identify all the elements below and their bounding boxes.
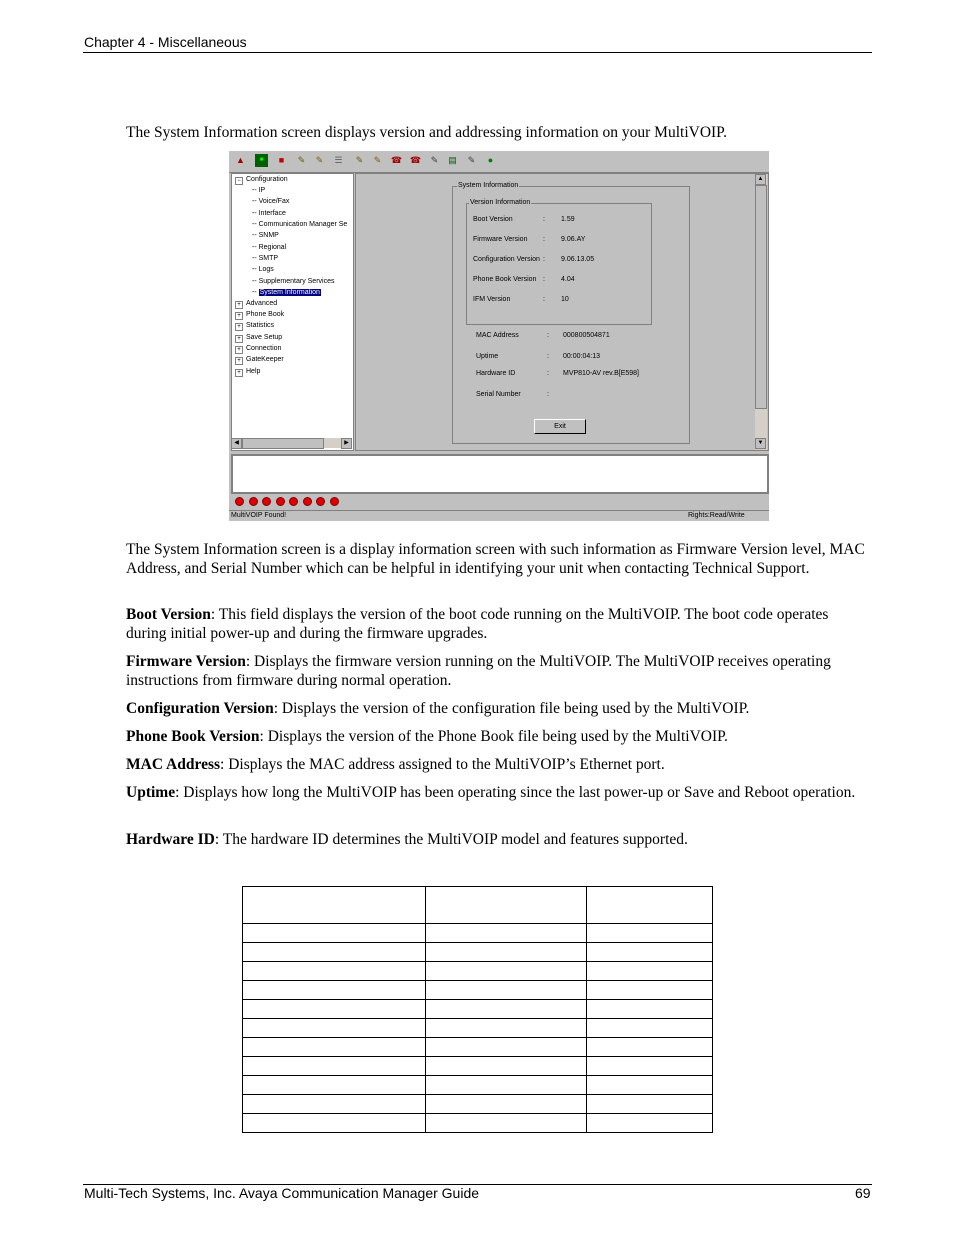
intro-text: The System Information screen displays version and addressing information on your MultiVOIP. [126,124,727,141]
tree-item-interface[interactable]: -- Interface [252,210,286,217]
table-cell [426,887,587,924]
expand-icon[interactable]: + [235,301,243,309]
led-icon [262,497,271,506]
tool-icon-4[interactable]: ✎ [355,155,364,165]
definition: : The hardware ID determines the MultiVOIP model and features supported. [214,831,688,848]
tree-item-voice-fax[interactable]: -- Voice/Fax [252,198,290,205]
boot-version-value: 1.59 [561,216,575,223]
tree-item-snmp[interactable]: -- SNMP [252,232,279,239]
expand-icon[interactable]: + [235,369,243,377]
uptime-description [126,784,866,803]
ifm-version-value: 10 [561,296,569,303]
tree-item-statistics[interactable]: Statistics [246,322,275,329]
tree-item-label: Voice/Fax [258,198,290,205]
network-icon[interactable]: ▲ [236,155,245,165]
term: Configuration Version [126,700,274,717]
chart-icon[interactable]: ▤ [448,155,457,165]
tree-item-label: Communication Manager Se [258,221,348,228]
tree-item-regional[interactable]: -- Regional [252,244,287,251]
hardware-id-label: Hardware ID [476,370,516,377]
table-row [243,1057,713,1076]
configuration-version-label: Configuration Version [473,256,540,263]
table-cell [426,962,587,981]
colon: : [543,216,545,223]
group-title: System Information [458,182,519,189]
tree-item-phone-book[interactable]: Phone Book [246,311,285,318]
tree-item-gatekeeper[interactable]: GateKeeper [246,356,284,363]
expand-icon[interactable]: + [235,335,243,343]
tool-icon-1[interactable]: ✎ [297,155,306,165]
table-cell [587,962,713,981]
table-cell [587,887,713,924]
toolbar [229,151,769,173]
table-cell [243,1057,426,1076]
system-information-group [452,182,690,444]
version-group-title: Version Information [470,199,531,206]
expand-icon[interactable]: + [235,346,243,354]
table-cell [243,924,426,943]
definition: : This field displays the version of the boot code running on the MultiVOIP. The boot code operates during initial power-up and during the firmware upgrades. [126,606,829,642]
expand-icon[interactable]: + [235,323,243,331]
tree-item-label: SMTP [258,255,279,262]
table-cell [587,1057,713,1076]
colon: : [543,296,545,303]
exit-button[interactable]: Exit [534,419,586,434]
ifm-version-label: IFM Version [473,296,511,303]
tool-icon-8[interactable]: ✎ [430,155,439,165]
led-icon [303,497,312,506]
tree-item-ip[interactable]: -- IP [252,187,266,194]
table-cell [243,1019,426,1038]
led-icon [249,497,258,506]
message-area [231,454,769,494]
firmware-version-label: Firmware Version [473,236,528,243]
tree-item-configuration[interactable]: Configuration [246,176,288,183]
table-row [243,1076,713,1095]
scroll-down-icon[interactable]: ▼ [755,438,766,449]
tool-icon-5[interactable]: ✎ [373,155,382,165]
status-right: Rights:Read/Write [688,512,745,519]
tree-item-system-information[interactable]: -- System Information [252,289,320,296]
table-cell [587,1076,713,1095]
hardware-id-value: MVP810-AV rev.B[E598] [563,370,639,377]
scroll-up-icon[interactable]: ▲ [755,174,766,185]
tree-horizontal-scrollbar[interactable] [231,438,352,448]
expand-icon[interactable]: + [235,312,243,320]
definition: : Displays the version of the configuration file being used by the MultiVOIP. [273,700,750,717]
term: Boot Version [126,606,211,623]
tool-icon-6[interactable]: ☎ [390,155,403,165]
navigation-tree [231,173,354,451]
table-row [243,943,713,962]
colon: : [547,332,549,339]
mac-address-description [126,756,866,775]
empty-table [242,886,713,1133]
scroll-left-icon[interactable]: ◀ [231,438,242,449]
tool-icon-3[interactable]: ☰ [334,155,343,165]
table-cell [587,924,713,943]
configuration-version-value: 9.06.13.05 [561,256,595,263]
led-icon [276,497,285,506]
collapse-icon[interactable]: − [235,177,243,185]
page-number: 69 [855,1185,871,1201]
table-cell [426,924,587,943]
table-cell [243,943,426,962]
table-cell [243,1038,426,1057]
globe-icon[interactable]: ● [487,155,494,165]
table-row [243,924,713,943]
serial-number-label: Serial Number [476,391,521,398]
table-cell [243,981,426,1000]
term: Phone Book Version [126,728,260,745]
status-lights [231,495,765,507]
expand-icon[interactable]: + [235,357,243,365]
tree-item-logs[interactable]: -- Logs [252,266,274,273]
colon: : [543,236,545,243]
definition: : Displays the firmware version running on the MultiVOIP. The MultiVOIP receives operating instructions from firmware during normal operation. [126,653,831,689]
table-cell [243,1114,426,1133]
colon: : [543,256,545,263]
table-cell [587,1000,713,1019]
scroll-thumb[interactable] [755,185,767,409]
footer-text: Multi-Tech Systems, Inc. Avaya Communication Manager Guide [84,1185,480,1201]
phone-book-version-value: 4.04 [561,276,575,283]
tree-item-communication-manager[interactable]: -- Communication Manager Se [252,221,348,228]
scroll-thumb[interactable] [242,438,324,449]
table-row [243,1114,713,1133]
table-cell [587,1114,713,1133]
table-cell [426,1019,587,1038]
table-cell [426,1114,587,1133]
description-paragraph: The System Information screen is a display information screen with such information as Firmware Version level, MAC Address, and Serial Number which can be helpful in identifying your unit when contacting Technical Support. [126,541,865,577]
table-cell [426,1057,587,1076]
tree-item-label: IP [258,187,266,194]
tool-icon-7[interactable]: ☎ [409,155,422,165]
table-row [243,962,713,981]
table-row [243,1019,713,1038]
tree-item-label: Logs [258,266,274,273]
version-information-group [466,199,652,325]
table-cell [426,1000,587,1019]
status-left: MultiVOIP Found! [231,512,287,519]
tree-item-label: Regional [258,244,287,251]
colon: : [543,276,545,283]
table-cell [243,887,426,924]
table-cell [426,1076,587,1095]
table-cell [243,962,426,981]
mac-address-label: MAC Address [476,332,519,339]
colon: : [547,353,549,360]
table-cell [587,1038,713,1057]
table-cell [426,1038,587,1057]
term: Hardware ID [126,831,215,848]
tree-item-label: Supplementary Services [258,278,335,285]
mac-address-value: 000800504871 [563,332,610,339]
system-information-screenshot [229,151,769,521]
table-cell [243,1095,426,1114]
table-cell [426,1095,587,1114]
hardware-id-description [126,831,866,850]
table-header-row [243,887,713,924]
table-row [243,1095,713,1114]
definition: : Displays how long the MultiVOIP has been operating since the last power-up or Save and Reboot operation. [175,784,856,801]
table-cell [426,981,587,1000]
scroll-right-icon[interactable]: ▶ [341,438,352,449]
tree-item-label-selected: System Information [259,289,320,296]
boot-version-description [126,606,866,643]
header-rule [83,52,872,53]
chapter-header: Chapter 4 - Miscellaneous [84,34,247,50]
tree-item-supplementary-services[interactable]: -- Supplementary Services [252,278,335,285]
table-cell [587,1095,713,1114]
definition: : Displays the MAC address assigned to the MultiVOIP’s Ethernet port. [220,756,665,773]
tree-item-help[interactable]: Help [246,368,261,375]
firmware-version-value: 9.06.AY [561,236,586,243]
tree-item-label: Interface [258,210,286,217]
term: Firmware Version [126,653,246,670]
table-row [243,981,713,1000]
led-icon [235,497,244,506]
tree-item-save-setup[interactable]: Save Setup [246,334,283,341]
system-information-panel [355,173,769,451]
table-cell [243,1000,426,1019]
firmware-version-description [126,653,866,690]
led-icon [289,497,298,506]
boot-version-label: Boot Version [473,216,513,223]
table-cell [243,1076,426,1095]
table-row [243,1038,713,1057]
led-icon [316,497,325,506]
configuration-version-description [126,700,866,719]
colon: : [547,391,549,398]
tree-item-advanced[interactable]: Advanced [246,300,278,307]
table-cell [587,943,713,962]
table-cell [587,1019,713,1038]
term: Uptime [126,784,176,801]
uptime-label: Uptime [476,353,499,360]
tool-icon-9[interactable]: ✎ [467,155,476,165]
table-row [243,1000,713,1019]
tool-icon-2[interactable]: ✎ [315,155,324,165]
term: MAC Address [126,756,221,773]
phone-book-version-description [126,728,866,747]
connect-icon[interactable]: ■ [255,154,268,167]
disconnect-icon[interactable]: ■ [278,155,285,165]
panel-vertical-scrollbar[interactable] [755,174,767,450]
definition: : Displays the version of the Phone Book file being used by the MultiVOIP. [259,728,728,745]
table-cell [426,943,587,962]
tree-item-connection[interactable]: Connection [246,345,282,352]
led-icon [330,497,339,506]
tree-item-smtp[interactable]: -- SMTP [252,255,279,262]
uptime-value: 00:00:04:13 [563,353,600,360]
status-bar [229,510,769,521]
colon: : [547,370,549,377]
table-cell [587,981,713,1000]
tree-item-label: SNMP [258,232,279,239]
phone-book-version-label: Phone Book Version [473,276,537,283]
